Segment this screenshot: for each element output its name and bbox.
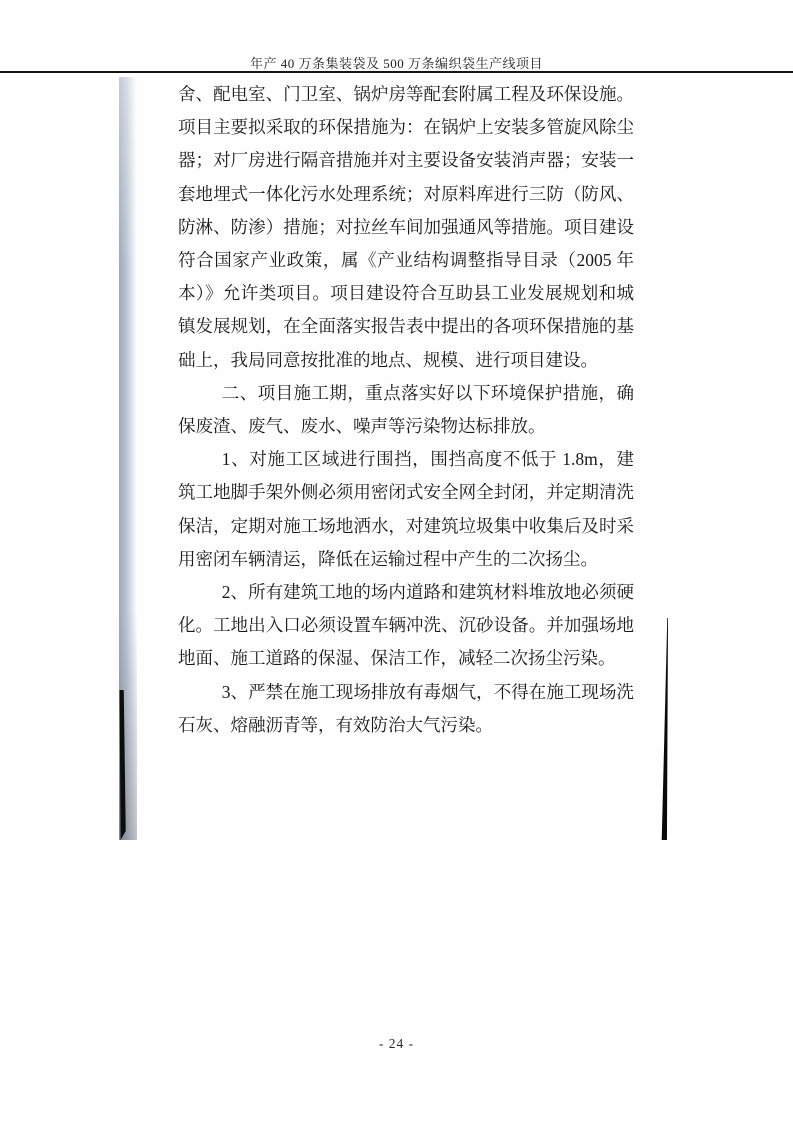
body-paragraph: 舍、配电室、门卫室、锅炉房等配套附属工程及环保设施。项目主要拟采取的环保措施为：在锅炉上安装多管旋风除尘器；对厂房进行隔音措施并对主要设备安装消声器；安装一套地埋式一体化污水处理系统；对原料库进行三防（防风、防淋、防渗）措施；对拉丝车间加强通风等措施。项目建设符合国家产业政策，属《产业结构调整指导目录（2005 年本）》允许类项目。项目建设符合互助县工业发展规划和城镇发展规划，在全面落实报告表中提出的各项环保措施的基础上，我局同意按批准的地点、规模、进行项目建设。 [178,84,634,370]
header-rule [0,71,793,73]
body-paragraph: 3、严禁在施工现场排放有毒烟气，不得在施工现场洗石灰、熔融沥青等，有效防治大气污染。 [178,681,634,735]
body-paragraph: 2、所有建筑工地的场内道路和建筑材料堆放地必须硬化。工地出入口必须设置车辆冲洗、沉砂设备。并加强场地地面、施工道路的保湿、保洁工作，减轻二次扬尘污染。 [178,582,634,669]
page-number: - 24 - [378,1036,415,1051]
scan-edge-mark-right [661,618,670,840]
body-paragraph: 1、对施工区域进行围挡，围挡高度不低于 1.8m，建筑工地脚手架外侧必须用密闭式安全网全封闭，并定期清洗保洁，定期对施工场地洒水，对建筑垃圾集中收集后及时采用密闭车辆清运，降低在运输过程中产生的二次扬尘。 [178,449,634,569]
page-header-title: 年产 40 万条集装袋及 500 万条编织袋生产线项目 [249,56,543,71]
document-body [178,78,634,742]
body-paragraph: 二、项目施工期，重点落实好以下环境保护措施，确保废渣、废气、废水、噪声等污染物达标排放。 [178,382,634,437]
